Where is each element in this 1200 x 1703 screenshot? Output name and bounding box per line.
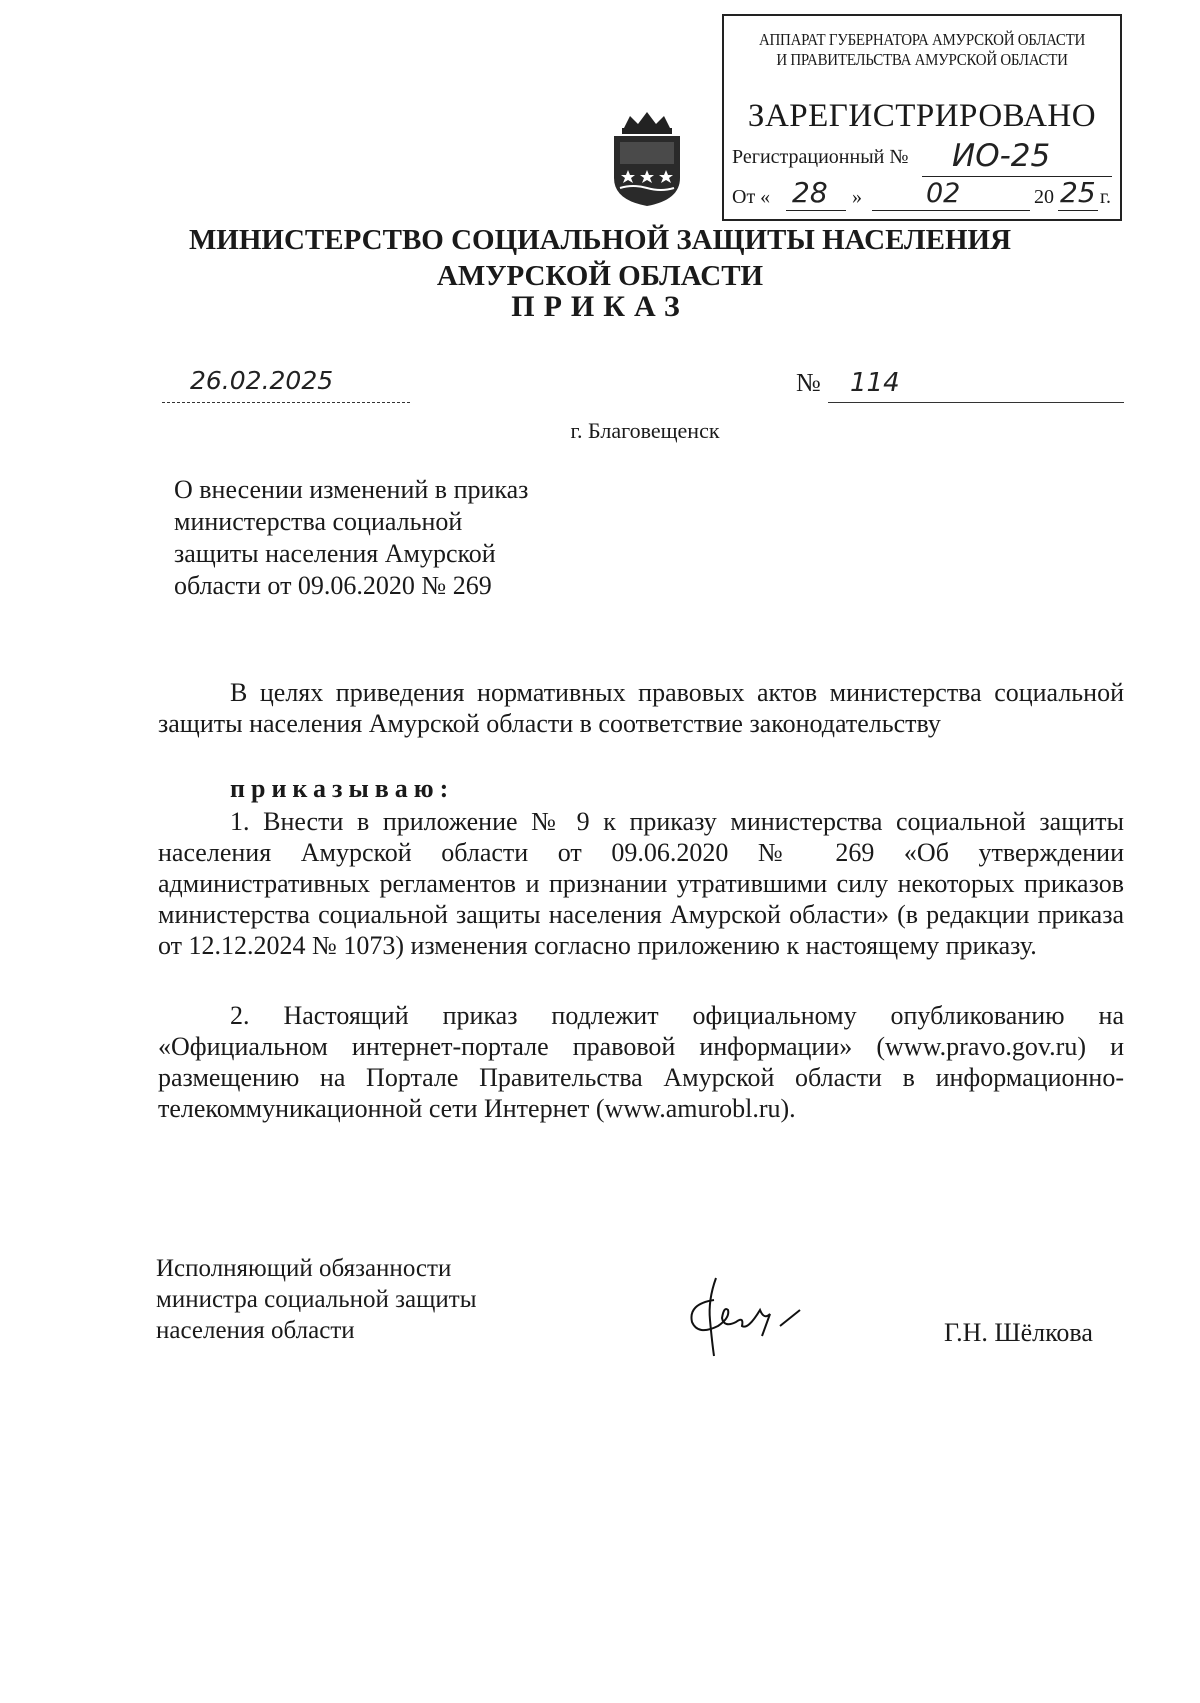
stamp-year-label: г.: [1100, 186, 1111, 208]
order-item-2: 2. Настоящий приказ подлежит официальному опубликованию на «Официальном интернет-портале правовой информации» (www.pravo.gov.ru) и размещению на Портале Правительства Амурской области в информационно-телекоммуникационной сети Интернет (www.amurobl.ru).: [158, 1001, 1124, 1123]
stamp-year-field: [1058, 176, 1098, 211]
stamp-title: ЗАРЕГИСТРИРОВАНО: [747, 98, 1097, 134]
coat-of-arms-icon: [606, 108, 688, 208]
number-label: №: [796, 368, 821, 397]
document-type: ПРИКАЗ: [511, 290, 689, 323]
stamp-org-line1: АППАРАТ ГУБЕРНАТОРА АМУРСКОЙ ОБЛАСТИ: [758, 30, 1086, 49]
document-subject: [174, 474, 594, 602]
handwritten-signature-icon: [678, 1270, 818, 1360]
stamp-reg-number: ИО-25: [952, 138, 1051, 174]
signatory-name: Г.Н. Шёлкова: [944, 1318, 1093, 1347]
ministry-line1: МИНИСТЕРСТВО СОЦИАЛЬНОЙ ЗАЩИТЫ НАСЕЛЕНИЯ: [188, 224, 1012, 256]
stamp-organization: [748, 30, 1096, 70]
stamp-month-field: [872, 180, 1030, 211]
subject-line1: О внесении изменений в приказ: [174, 475, 529, 504]
city: г. Благовещенск: [570, 418, 720, 443]
order-item-1: 1. Внести в приложение № 9 к приказу министерства социальной защиты населения Амурской области от 09.06.2020 № 269 «Об утверждении административных регламентов и признании утратившими силу некоторых приказов министерства социальной защиты населения Амурской области» (в редакции приказа от 12.12.2024 № 1073) изменения согласно приложению к настоящему приказу.: [158, 807, 1124, 960]
stamp-day-field: [786, 176, 846, 211]
document-date: 26.02.2025: [190, 366, 334, 395]
subject-line4: области от 09.06.2020 № 269: [174, 571, 492, 600]
stamp-reg-field: [922, 138, 1112, 177]
registration-stamp: [722, 14, 1122, 221]
stamp-day-close: »: [852, 186, 862, 208]
stamp-year-suffix: 25: [1060, 176, 1096, 209]
document-date-field: [162, 362, 410, 403]
intro-paragraph: В целях приведения нормативных правовых актов министерства социальной защиты населения Амурской области в соответствие законодательству: [158, 678, 1124, 738]
stamp-from-label: От «: [732, 186, 771, 208]
stamp-year-prefix: 20: [1034, 186, 1054, 208]
stamp-reg-label: Регистрационный №: [732, 146, 909, 168]
stamp-date-row: [732, 186, 770, 209]
signatory-position: [156, 1253, 556, 1346]
subject-line3: защиты населения Амурской: [174, 539, 496, 568]
position-line1: Исполняющий обязанности: [156, 1255, 452, 1282]
stamp-org-line2: И ПРАВИТЕЛЬСТВА АМУРСКОЙ ОБЛАСТИ: [776, 50, 1068, 69]
position-line2: министра социальной защиты: [156, 1286, 477, 1313]
document-number: 114: [850, 368, 900, 398]
stamp-reg-row: [732, 146, 908, 169]
position-line3: населения области: [156, 1317, 355, 1344]
stamp-month: 02: [926, 178, 961, 209]
stamp-day: 28: [792, 176, 828, 209]
subject-line2: министерства социальной: [174, 507, 463, 536]
document-number-field: [828, 366, 1124, 403]
ministry-name: [0, 222, 1200, 294]
order-word: приказываю:: [230, 774, 455, 803]
ministry-line2: АМУРСКОЙ ОБЛАСТИ: [436, 260, 764, 292]
